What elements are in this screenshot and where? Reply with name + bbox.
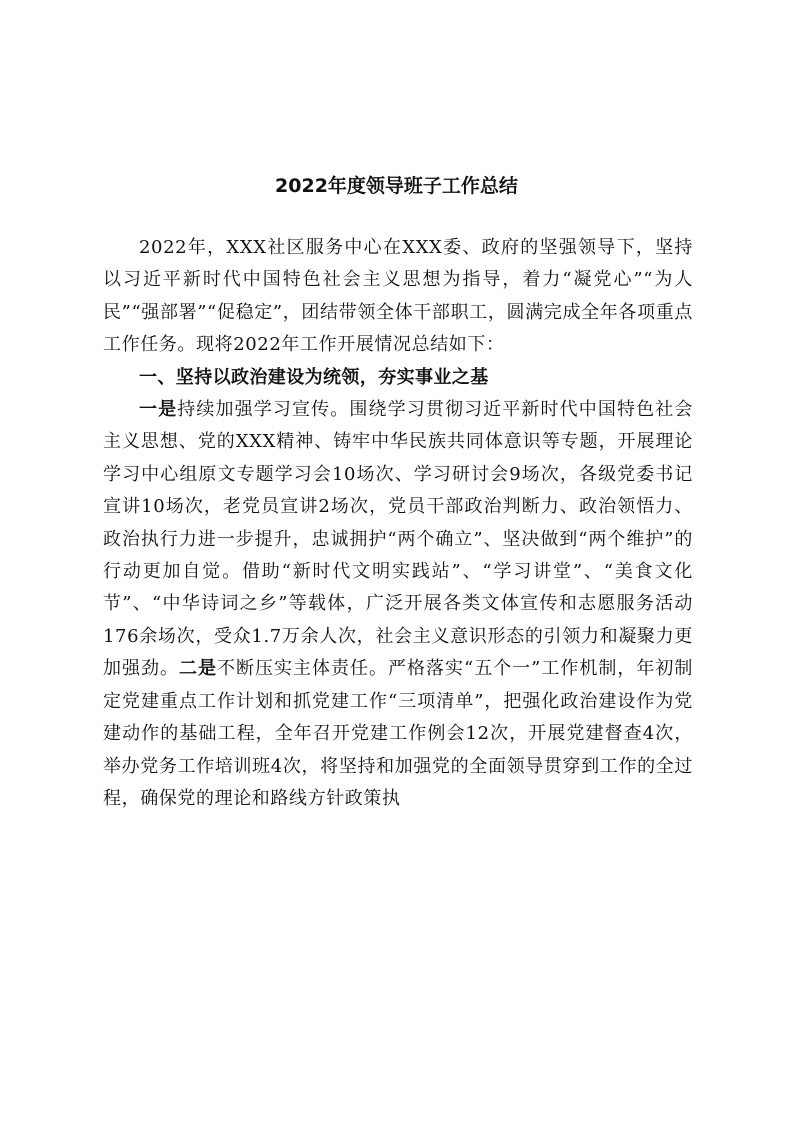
point-two-lead: 二是: [179, 658, 217, 680]
point-one-paragraph: [103, 394, 693, 815]
point-two-text: 不断压实主体责任。严格落实“五个一”工作机制，年初制定党建重点工作计划和抓党建工作“三项清单”，把强化政治建设作为党建动作的基础工程，全年召开党建工作例会12次，开展党建督查4次，举办党务工作培训班4次，将坚持和加强党的全面领导贯穿到工作的全过程，确保党的理论和路线方针政策执: [103, 658, 693, 809]
point-one-text: 持续加强学习宣传。围绕学习贯彻习近平新时代中国特色社会主义思想、党的XXX精神、铸牢中华民族共同体意识等专题，开展理论学习中心组原文专题学习会10场次、学习研讨会9场次，各级党委书记宣讲10场次，老党员宣讲2场次，党员干部政治判断力、政治领悟力、政治执行力进一步提升，忠诚拥护“两个确立”、坚决做到“两个维护”的行动更加自觉。借助“新时代文明实践站”、“学习讲堂”、“美食文化节”、“中华诗词之乡”等载体，广泛开展各类文体宣传和志愿服务活动176余场次，受众1.7万余人次，社会主义意识形态的引领力和凝聚力更加强劲。: [103, 399, 693, 680]
point-one-lead: 一是: [139, 399, 178, 421]
intro-paragraph: 2022年，XXX社区服务中心在XXX委、政府的坚强领导下，坚持以习近平新时代中国特色社会主义思想为指导，着力“凝党心”“为人民”“强部署”“促稳定”，团结带领全体干部职工，圆满完成全年各项重点工作任务。现将2022年工作开展情况总结如下：: [103, 237, 693, 356]
document-title: 2022年度领导班子工作总结: [275, 175, 518, 197]
section-heading: 一、坚持以政治建设为统领，夯实事业之基: [139, 366, 489, 388]
document-body: [103, 232, 693, 815]
